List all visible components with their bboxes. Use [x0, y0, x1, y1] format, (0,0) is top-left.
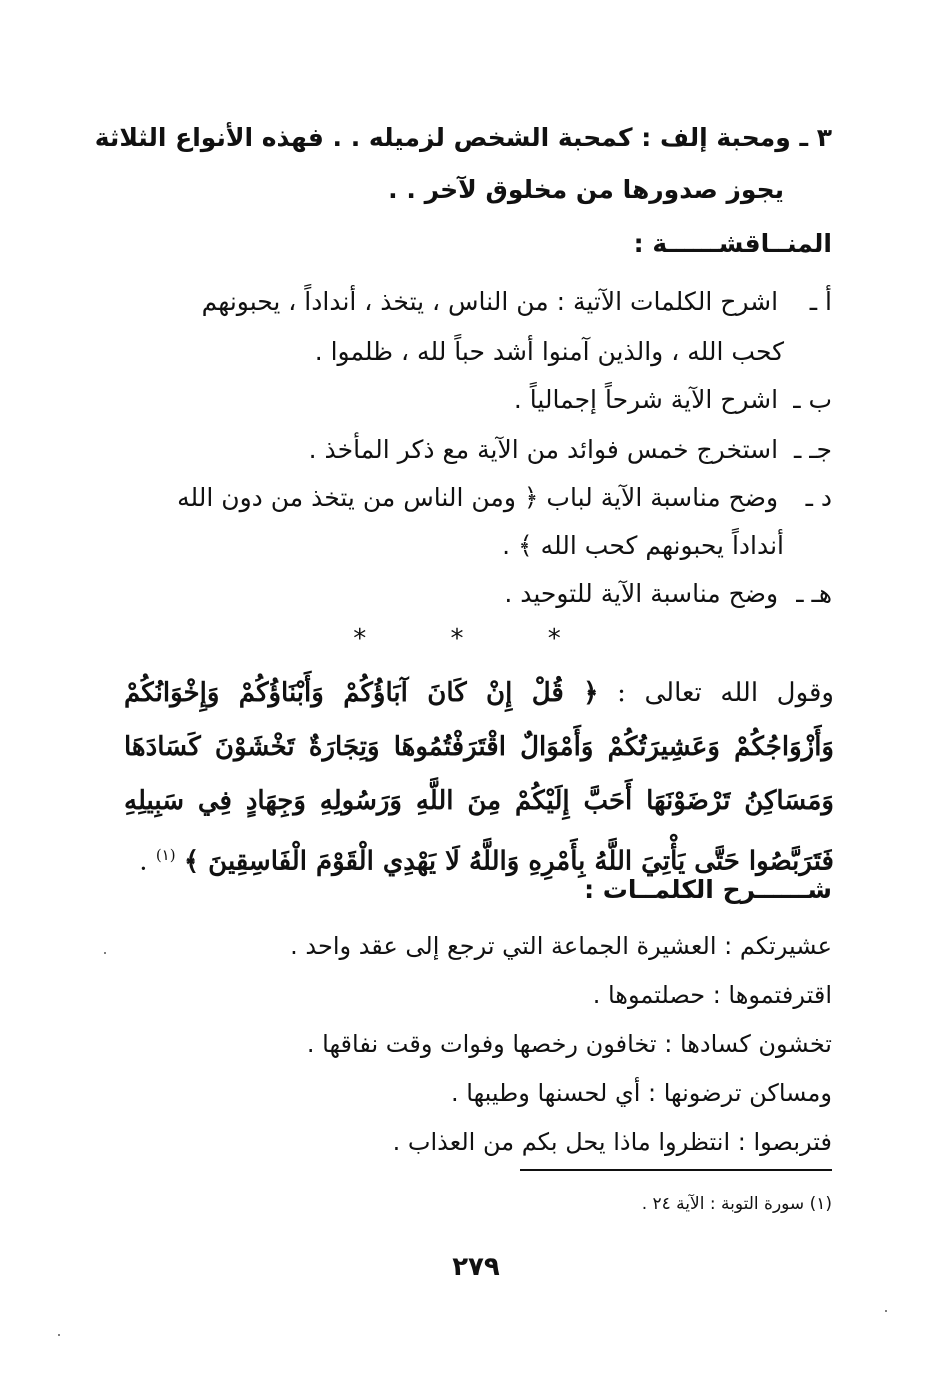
point3-line1: ٣ ـ ومحبة إلف : كمحبة الشخص لزميله . . فهذه الأنواع الثلاثة	[94, 123, 832, 152]
scan-speck	[58, 1334, 60, 1336]
discussion-item-e	[504, 574, 832, 614]
footnote-divider	[520, 1169, 832, 1171]
discussion-item-d	[177, 478, 832, 518]
item-marker: هـ ـ	[796, 579, 832, 608]
verse-end: .	[139, 846, 156, 877]
word-explanation-item: تخشون كسادها : تخافون رخصها وفوات وقت نفاقها .	[306, 1030, 832, 1058]
item-marker: ب ـ	[793, 385, 832, 414]
item-text: اشرح الكلمات الآتية : من الناس ، يتخذ ، أنداداً ، يحبونهم	[201, 287, 779, 316]
point3-line2: يجوز صدورها من مخلوق لآخر . .	[388, 175, 784, 204]
footnote-reference: (١)	[155, 846, 176, 864]
item-text: استخرج خمس فوائد من الآية مع ذكر المأخذ .	[308, 435, 779, 464]
word-explanation-item: عشيرتكم : العشيرة الجماعة التي ترجع إلى عقد واحد .	[290, 932, 832, 960]
scan-speck	[104, 952, 106, 954]
item-text: وضح مناسبة الآية للتوحيد .	[504, 579, 779, 608]
item-marker: جـ ـ	[793, 435, 832, 464]
item-text: وضح مناسبة الآية لباب ﴿ ومن الناس من يتخذ من دون الله	[177, 483, 779, 512]
section-separator: * * *	[353, 624, 599, 654]
discussion-item-a-cont: كحب الله ، والذين آمنوا أشد حباً لله ، ظلموا .	[314, 337, 784, 366]
verse-intro: وقول الله تعالى :	[598, 678, 834, 708]
discussion-item-c	[309, 430, 832, 470]
word-explanation-item: ومساكن ترضونها : أي لحسنها وطيبها .	[451, 1079, 832, 1107]
page-number: ٢٧٩	[452, 1252, 500, 1282]
discussion-item-d-cont: أنداداً يحبونهم كحب الله ﴾ .	[502, 531, 784, 560]
verse-text: ﴿ قُلْ إِنْ كَانَ آبَاؤُكُمْ وَأَبْنَاؤُكُمْ وَإِخْوَانُكُمْ وَأَزْوَاجُكُمْ وَعَشِيرَتُكُمْ وَأَمْوَالٌ اقْتَرَفْتُمُوهَا وَتِجَارَةٌ تَخْشَوْنَ كَسَادَهَا وَمَسَاكِنُ تَرْضَوْنَهَا أَحَبَّ إِلَيْكُمْ مِنَ اللَّهِ وَرَسُولِهِ وَجِهَادٍ فِي سَبِيلِهِ فَتَرَبَّصُوا حَتَّى يَأْتِيَ اللَّهُ بِأَمْرِهِ وَاللَّهُ لَا يَهْدِي الْقَوْمَ الْفَاسِقِينَ ﴾	[124, 678, 834, 877]
item-text: اشرح الآية شرحاً إجمالياً .	[513, 385, 779, 414]
discussion-heading: المنــاقشــــــة :	[633, 229, 832, 258]
item-marker: د ـ	[805, 483, 832, 512]
quran-verse-block	[124, 666, 834, 889]
words-heading: شــــــرح الكلمــات :	[584, 875, 832, 904]
discussion-item-b	[514, 380, 832, 420]
scan-speck	[885, 1310, 887, 1312]
word-explanation-item: اقترفتموها : حصلتموها .	[592, 981, 832, 1009]
item-marker: أ ـ	[809, 287, 832, 316]
footnote: (١) سورة التوبة : الآية ٢٤ .	[641, 1194, 832, 1214]
discussion-item-a	[202, 282, 832, 322]
word-explanation-item: فتربصوا : انتظروا ماذا يحل بكم من العذاب .	[392, 1128, 832, 1156]
